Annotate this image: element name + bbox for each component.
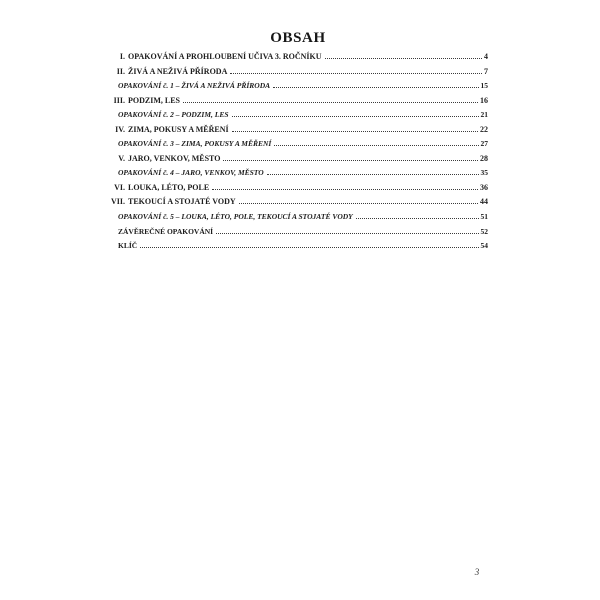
toc-page-number: 54 xyxy=(480,241,488,251)
toc-entry xyxy=(106,67,488,82)
page-title: OBSAH xyxy=(270,30,326,46)
toc-entry-label: OPAKOVÁNÍ č. 1 – ŽIVÁ A NEŽIVÁ PŘÍRODA xyxy=(118,81,271,91)
chapter-numeral: IV. xyxy=(115,124,125,134)
dotted-leader xyxy=(216,232,478,234)
chapter-numeral: III. xyxy=(113,95,125,105)
toc-entry xyxy=(106,96,488,111)
toc-page-number: 7 xyxy=(484,66,488,76)
dotted-leader xyxy=(223,159,478,161)
toc-entry xyxy=(106,168,488,183)
footer-page-number: 3 xyxy=(474,567,480,577)
table-of-contents xyxy=(106,52,488,256)
toc-entry xyxy=(106,241,488,256)
chapter-numeral: II. xyxy=(116,66,125,76)
toc-entry xyxy=(106,110,488,125)
dotted-leader xyxy=(232,115,479,117)
chapter-numeral: VII. xyxy=(110,197,125,207)
toc-entry-label: OPAKOVÁNÍ č. 2 – PODZIM, LES xyxy=(118,110,229,120)
toc-entry xyxy=(106,154,488,169)
toc-entry-label: KLÍČ xyxy=(118,241,138,251)
dotted-leader xyxy=(140,246,478,248)
toc-entry-label: OPAKOVÁNÍ č. 3 – ZIMA, POKUSY A MĚŘENÍ xyxy=(118,139,272,149)
toc-page-number: 36 xyxy=(480,182,488,192)
toc-entry-label: JARO, VENKOV, MĚSTO xyxy=(128,153,221,163)
toc-page-number: 27 xyxy=(480,139,488,149)
dotted-leader xyxy=(273,86,478,88)
toc-entry-label: ZIMA, POKUSY A MĚŘENÍ xyxy=(128,124,229,134)
dotted-leader xyxy=(267,173,479,175)
dotted-leader xyxy=(230,72,482,74)
toc-entry-label: ZÁVĚREČNÉ OPAKOVÁNÍ xyxy=(118,226,214,236)
toc-entry-label: LOUKA, LÉTO, POLE xyxy=(128,182,210,192)
toc-entry xyxy=(106,125,488,140)
toc-entry-label: PODZIM, LES xyxy=(128,95,181,105)
dotted-leader xyxy=(325,57,482,59)
chapter-numeral: I. xyxy=(119,52,125,61)
toc-page-number: 51 xyxy=(480,212,488,222)
toc-entry-label: OPAKOVÁNÍ A PROHLOUBENÍ UČIVA 3. ROČNÍKU xyxy=(128,52,322,61)
toc-page-number: 16 xyxy=(480,95,488,105)
dotted-leader xyxy=(274,144,478,146)
dotted-leader xyxy=(239,202,478,204)
dotted-leader xyxy=(212,188,478,190)
toc-entry xyxy=(106,212,488,227)
toc-page-number: 15 xyxy=(480,81,488,91)
toc-entry-label: ŽIVÁ A NEŽIVÁ PŘÍRODA xyxy=(128,66,228,76)
chapter-numeral: VI. xyxy=(114,182,125,192)
toc-entry xyxy=(106,81,488,96)
toc-page-number: 35 xyxy=(480,168,488,178)
dotted-leader xyxy=(183,101,478,103)
toc-entry xyxy=(106,227,488,242)
toc-page-number: 22 xyxy=(480,124,488,134)
dotted-leader xyxy=(232,130,478,132)
toc-entry-label: OPAKOVÁNÍ č. 4 – JARO, VENKOV, MĚSTO xyxy=(118,168,264,178)
toc-entry xyxy=(106,52,488,67)
toc-entry-label: TEKOUCÍ A STOJATÉ VODY xyxy=(128,197,236,207)
toc-entry xyxy=(106,139,488,154)
toc-page-number: 21 xyxy=(480,110,488,120)
toc-entry-label: OPAKOVÁNÍ č. 5 – LOUKA, LÉTO, POLE, TEKOUCÍ A STOJATÉ VODY xyxy=(118,212,353,222)
toc-entry xyxy=(106,183,488,198)
toc-entry xyxy=(106,197,488,212)
toc-page-number: 28 xyxy=(480,153,488,163)
dotted-leader xyxy=(356,217,479,219)
chapter-numeral: V. xyxy=(118,153,125,163)
toc-page-number: 44 xyxy=(480,197,488,207)
toc-page-number: 4 xyxy=(484,52,488,61)
toc-page-number: 52 xyxy=(480,226,488,236)
